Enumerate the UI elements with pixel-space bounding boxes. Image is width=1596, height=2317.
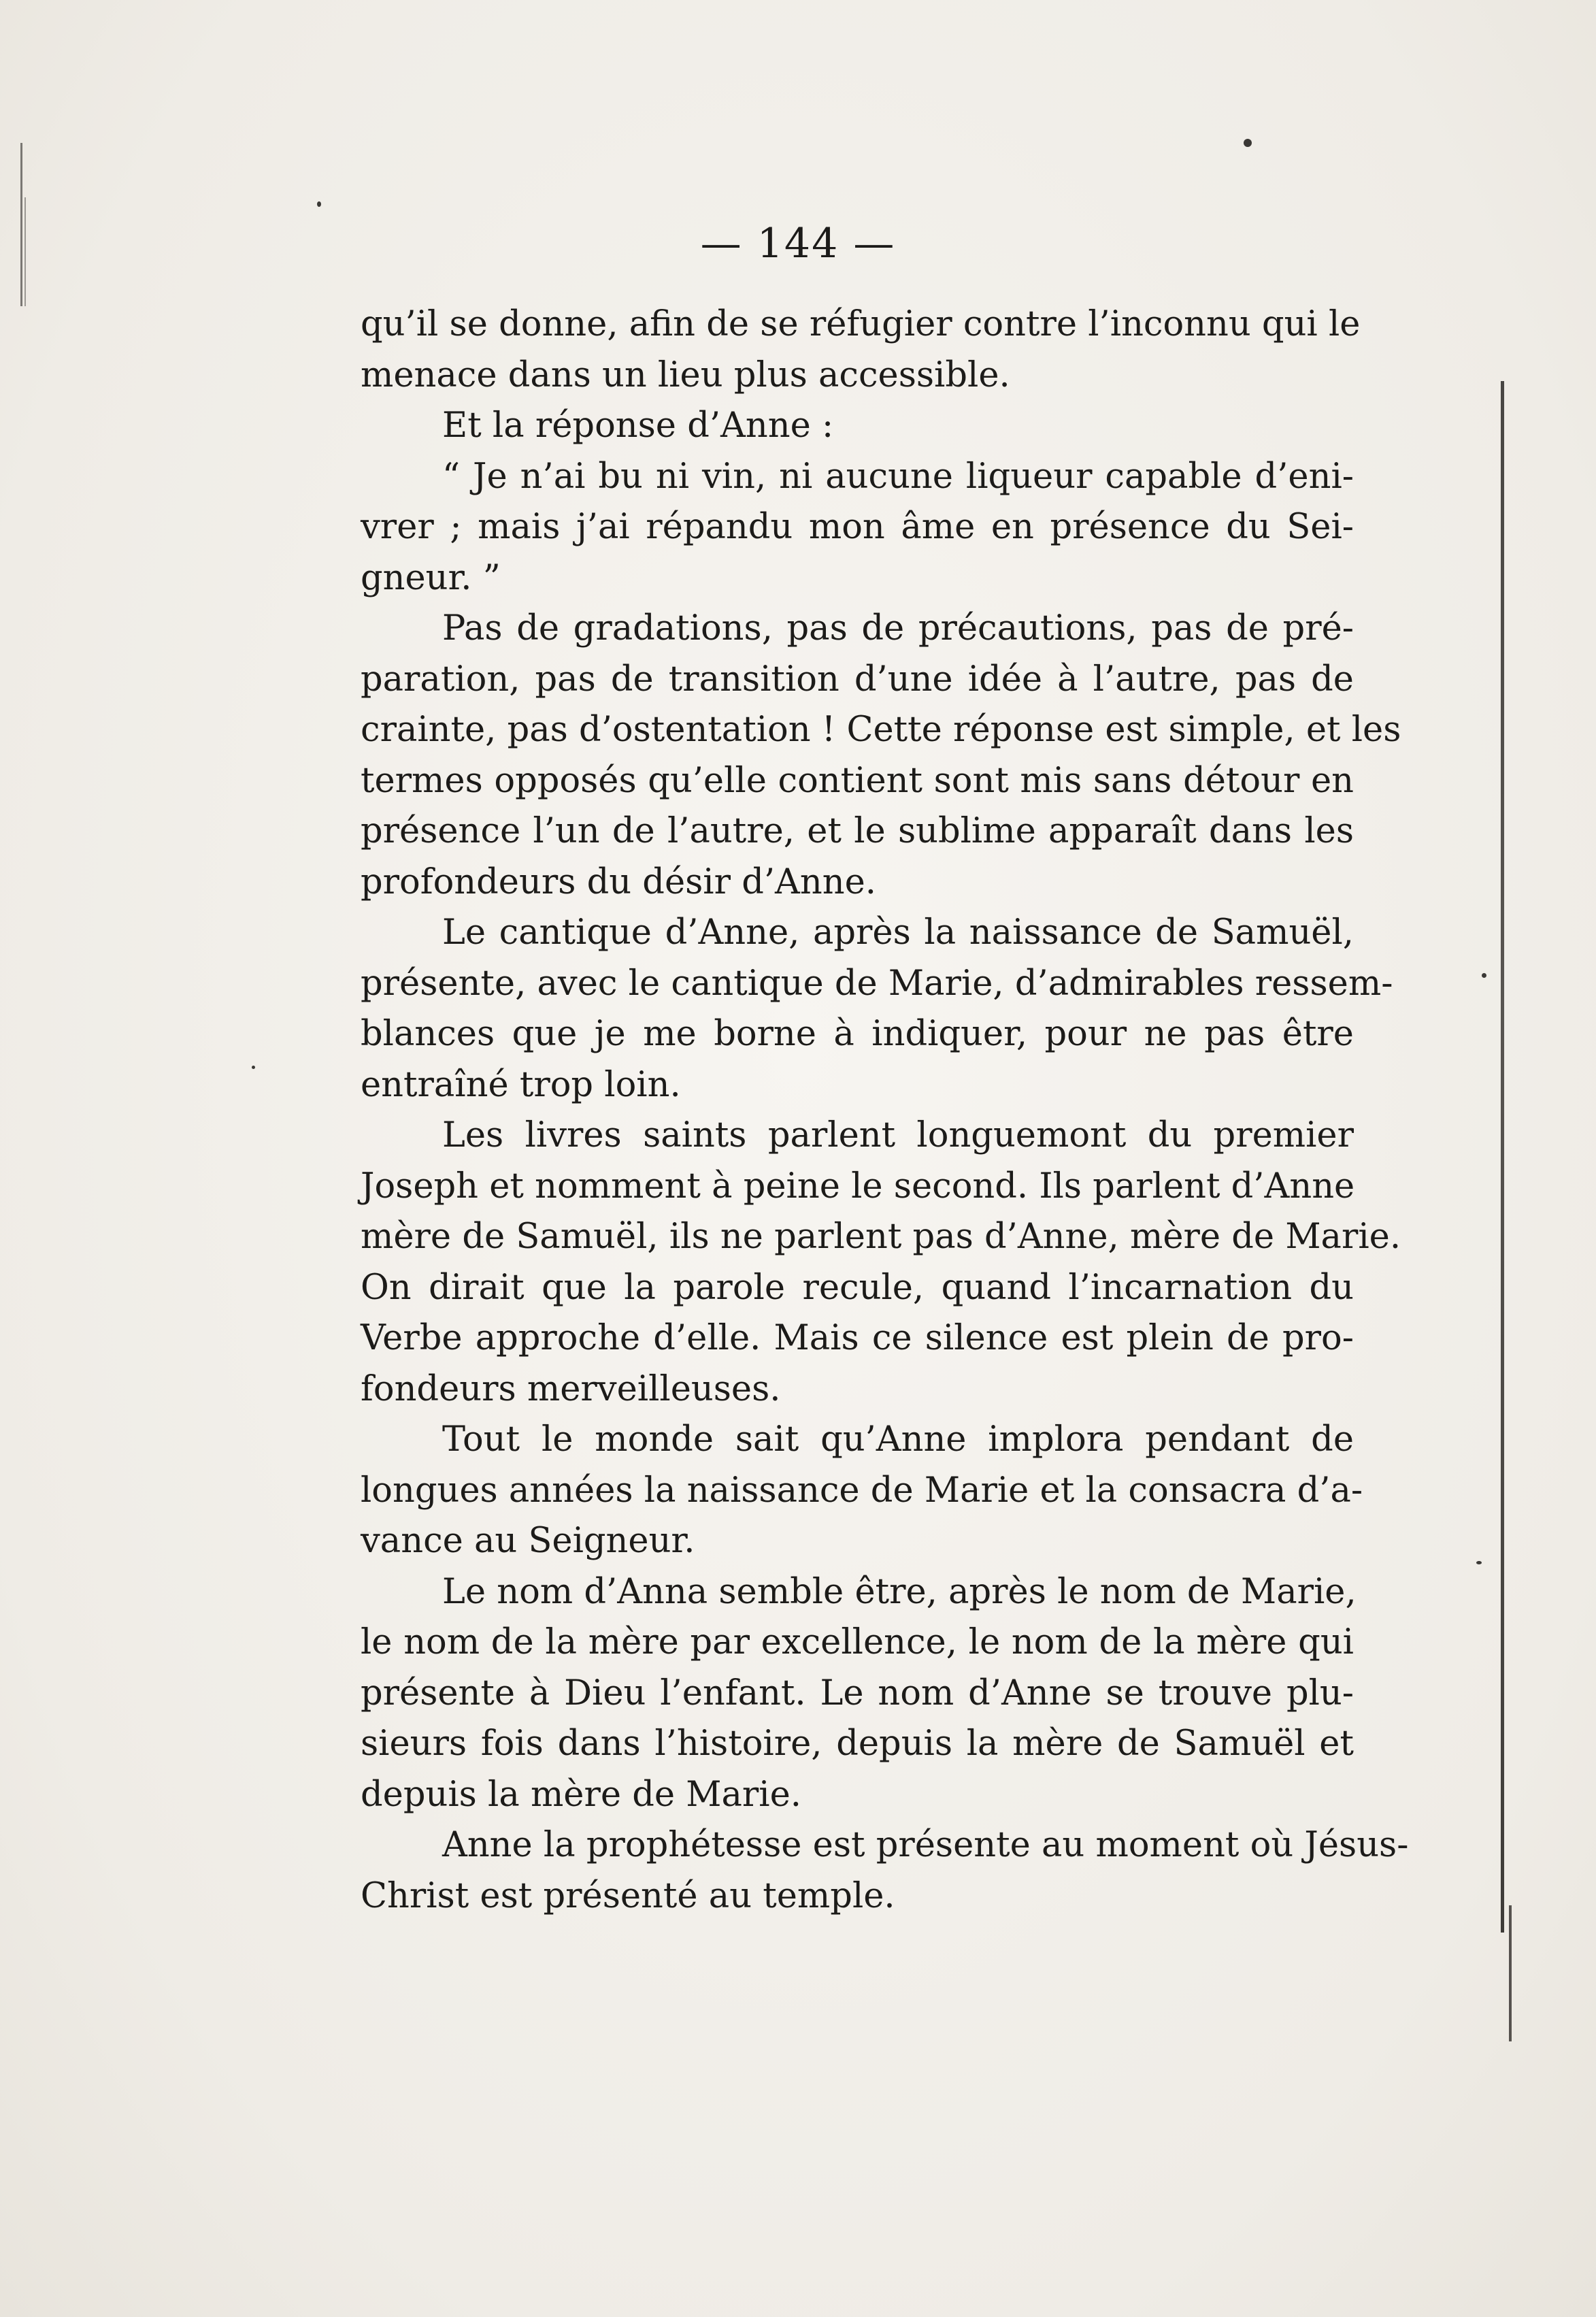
text-line: Joseph et nomment à peine le second. Ils parlent d’Anne [361, 1166, 1355, 1206]
text-line: gneur. ” [361, 557, 501, 598]
text-line: fondeurs merveilleuses. [361, 1368, 781, 1409]
text-line: le nom de la mère par excellence, le nom de la mère qui [361, 1622, 1354, 1662]
text-line: Le cantique d’Anne, après la naissance de Samuël, [442, 913, 1354, 953]
text-line: Et la réponse d’Anne : [442, 406, 834, 446]
text-line: paration, pas de transition d’une idée à l’autre, pas de [361, 659, 1354, 700]
page-number: — 144 — [700, 220, 896, 267]
text-line: crainte, pas d’ostentation ! Cette réponse est simple, et les [361, 710, 1401, 750]
text-line: mère de Samuël, ils ne parlent pas d’Anne, mère de Marie. [361, 1217, 1401, 1257]
text-line: termes opposés qu’elle contient sont mis sans détour en [361, 760, 1354, 801]
text-line: Christ est présenté au temple. [361, 1875, 895, 1916]
text-line: Pas de gradations, pas de précautions, pas de pré- [442, 608, 1354, 648]
text-line: On dirait que la parole recule, quand l’incarnation du [361, 1267, 1354, 1308]
ink-speck [1482, 973, 1486, 978]
text-line: Tout le monde sait qu’Anne implora pendant de [442, 1419, 1354, 1460]
text-line: vrer ; mais j’ai répandu mon âme en présence du Sei- [361, 507, 1354, 547]
text-line: Anne la prophétesse est présente au moment où Jésus- [442, 1825, 1409, 1865]
text-line: entraîné trop loin. [361, 1064, 681, 1105]
text-line: Verbe approche d’elle. Mais ce silence est plein de pro- [361, 1318, 1354, 1358]
text-line: présente à Dieu l’enfant. Le nom d’Anne se trouve plu- [361, 1673, 1354, 1713]
ink-speck [1476, 1561, 1482, 1564]
text-line: présence l’un de l’autre, et le sublime apparaît dans les [361, 811, 1354, 851]
text-line: sieurs fois dans l’histoire, depuis la mère de Samuël et [361, 1724, 1354, 1764]
scan-edge-right-lower [1509, 1905, 1512, 2041]
text-line: depuis la mère de Marie. [361, 1774, 802, 1815]
text-line: profondeurs du désir d’Anne. [361, 861, 876, 902]
text-line: présente, avec le cantique de Marie, d’admirables ressem- [361, 963, 1393, 1004]
text-line: qu’il se donne, afin de se réfugier contre l’inconnu qui le [361, 304, 1361, 344]
ink-speck [317, 201, 321, 207]
ink-speck [1244, 139, 1252, 147]
body-text [361, 299, 1409, 1922]
text-line: blances que je me borne à indiquer, pour ne pas être [361, 1014, 1354, 1054]
text-line: “ Je n’ai bu ni vin, ni aucune liqueur capable d’eni- [442, 456, 1354, 497]
text-line: longues années la naissance de Marie et la consacra d’a- [361, 1470, 1363, 1511]
text-line: Le nom d’Anna semble être, après le nom de Marie, [442, 1571, 1357, 1612]
scan-edge-right [1501, 381, 1504, 1933]
text-line: vance au Seigneur. [361, 1521, 695, 1561]
text-line: Les livres saints parlent longuemont du premier [442, 1115, 1354, 1155]
text-line: menace dans un lieu plus accessible. [361, 355, 1010, 395]
ink-speck [252, 1066, 255, 1069]
